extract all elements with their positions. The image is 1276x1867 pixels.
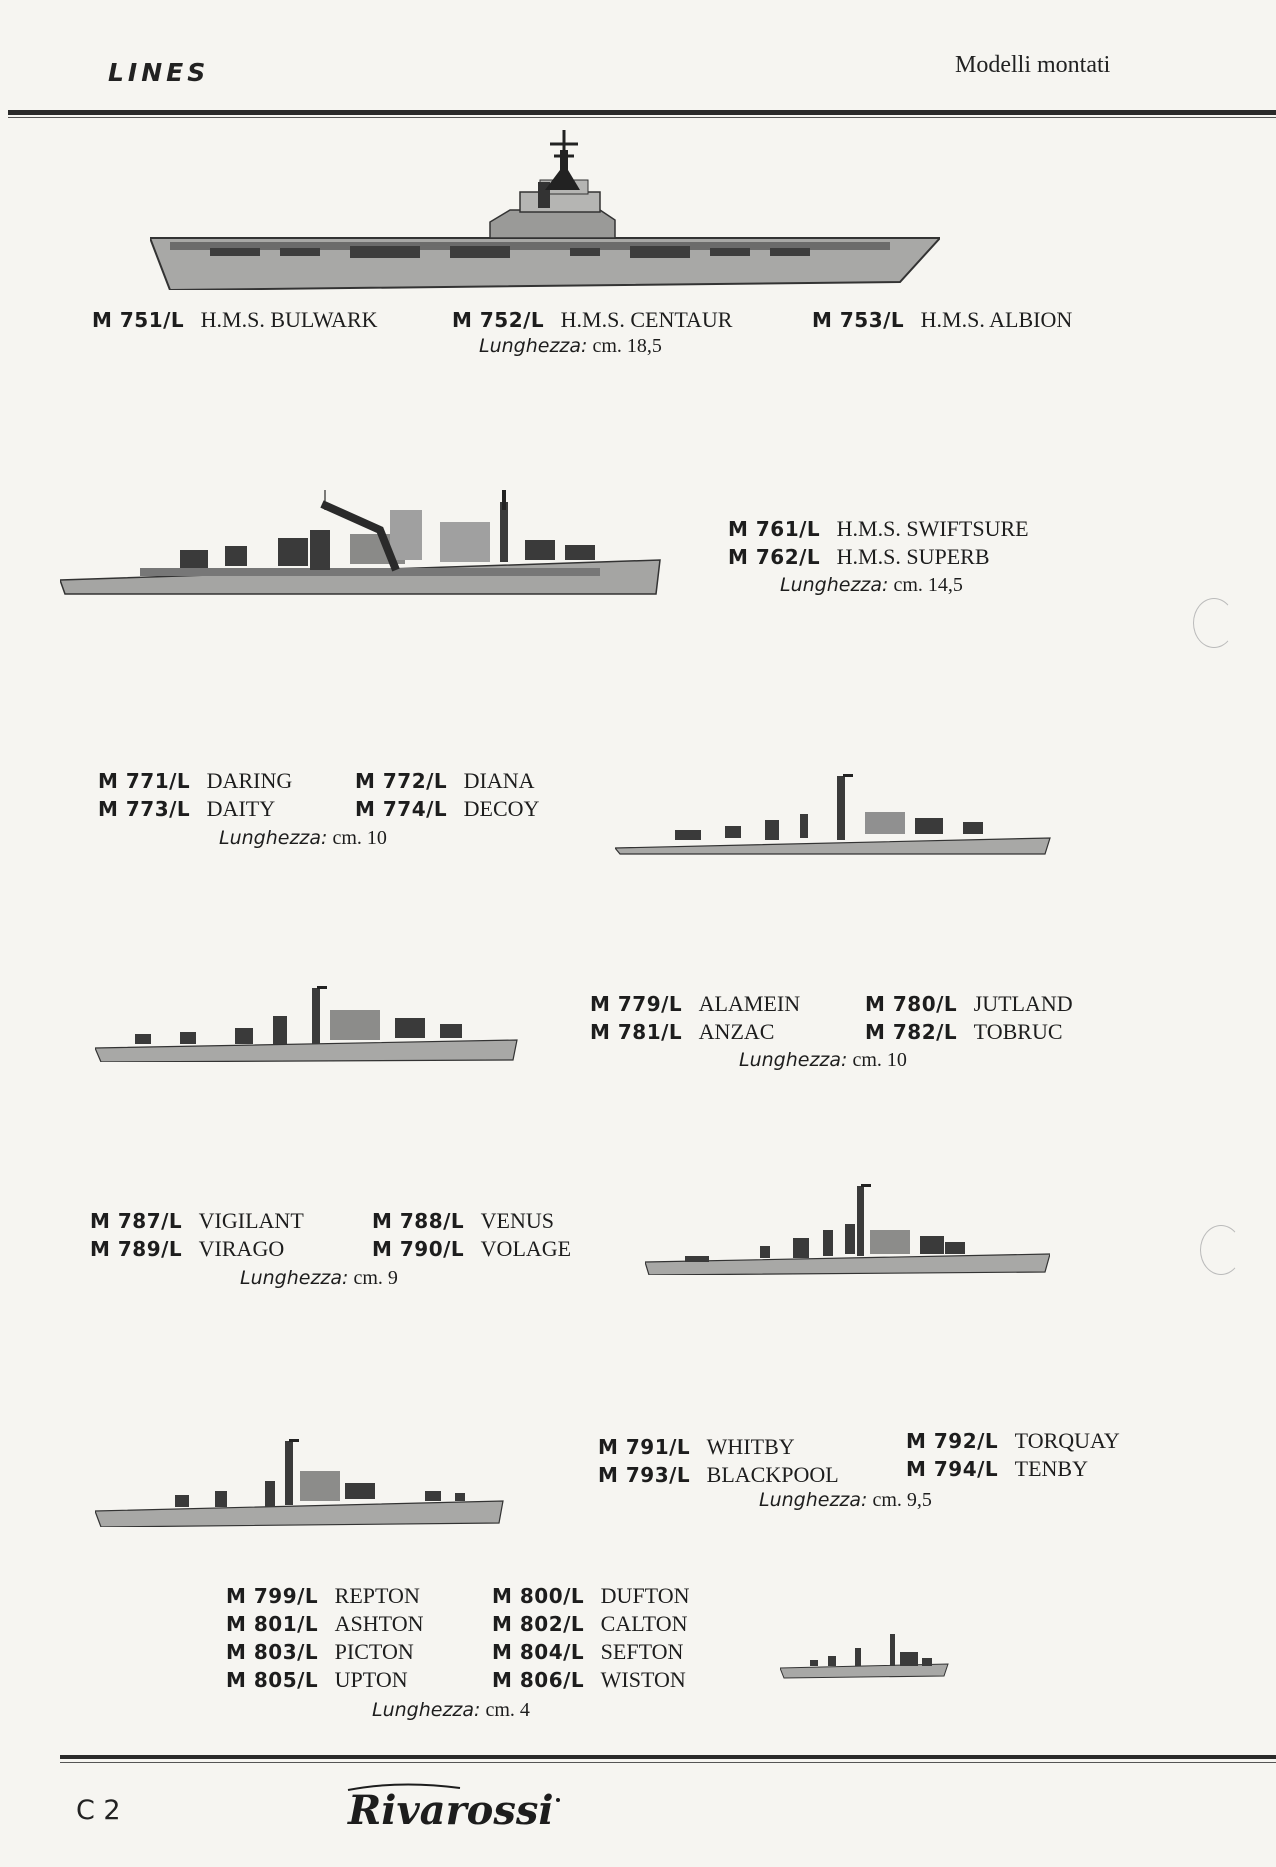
bottom-rule-thin bbox=[60, 1762, 1276, 1763]
destroyer-image bbox=[95, 980, 520, 1062]
ship-label: M 771/L DARING bbox=[98, 768, 293, 793]
ship-label: M 752/L H.M.S. CENTAUR bbox=[452, 307, 733, 332]
ship-label: M 792/L TORQUAY bbox=[906, 1428, 1120, 1453]
length-label: Lunghezza: cm. 10 bbox=[739, 1049, 907, 1071]
length-label: Lunghezza: cm. 4 bbox=[372, 1699, 530, 1721]
ship-label: M 803/L PICTON bbox=[226, 1639, 414, 1664]
ship-label: M 801/L ASHTON bbox=[226, 1611, 424, 1636]
minesweeper-image bbox=[780, 1630, 950, 1680]
ship-label: M 761/L H.M.S. SWIFTSURE bbox=[728, 516, 1029, 541]
brand-title: LINES bbox=[108, 58, 210, 87]
ship-label: M 753/L H.M.S. ALBION bbox=[812, 307, 1073, 332]
page-number: C 2 bbox=[76, 1795, 121, 1826]
ship-label: M 806/L WISTON bbox=[492, 1667, 686, 1692]
svg-text:Rivarossi: Rivarossi bbox=[348, 1787, 554, 1834]
binder-hole bbox=[1193, 598, 1235, 648]
ship-label: M 782/L TOBRUC bbox=[865, 1019, 1063, 1044]
frigate-image bbox=[95, 1435, 505, 1527]
ship-label: M 762/L H.M.S. SUPERB bbox=[728, 544, 990, 569]
top-rule-thin bbox=[8, 117, 1276, 118]
binder-hole bbox=[1200, 1225, 1242, 1275]
ship-label: M 804/L SEFTON bbox=[492, 1639, 684, 1664]
ship-label: M 781/L ANZAC bbox=[590, 1019, 775, 1044]
ship-label: M 788/L VENUS bbox=[372, 1208, 555, 1233]
destroyer-image bbox=[645, 1180, 1050, 1275]
ship-label: M 774/L DECOY bbox=[355, 796, 540, 821]
cruiser-image bbox=[60, 490, 670, 600]
ship-label: M 787/L VIGILANT bbox=[90, 1208, 304, 1233]
length-label: Lunghezza: cm. 9,5 bbox=[759, 1489, 932, 1511]
section-title: Modelli montati bbox=[955, 52, 1111, 78]
ship-label: M 800/L DUFTON bbox=[492, 1583, 690, 1608]
ship-label: M 789/L VIRAGO bbox=[90, 1236, 285, 1261]
ship-label: M 791/L WHITBY bbox=[598, 1434, 795, 1459]
ship-label: M 802/L CALTON bbox=[492, 1611, 688, 1636]
ship-label: M 772/L DIANA bbox=[355, 768, 535, 793]
length-label: Lunghezza: cm. 18,5 bbox=[479, 335, 662, 357]
length-label: Lunghezza: cm. 9 bbox=[240, 1267, 398, 1289]
length-label: Lunghezza: cm. 10 bbox=[219, 827, 387, 849]
ship-label: M 780/L JUTLAND bbox=[865, 991, 1073, 1016]
length-label: Lunghezza: cm. 14,5 bbox=[780, 574, 963, 596]
ship-label: M 751/L H.M.S. BULWARK bbox=[92, 307, 378, 332]
ship-label: M 793/L BLACKPOOL bbox=[598, 1462, 839, 1487]
ship-label: M 799/L REPTON bbox=[226, 1583, 420, 1608]
rivarossi-logo bbox=[340, 1774, 570, 1846]
ship-label: M 805/L UPTON bbox=[226, 1667, 408, 1692]
ship-label: M 794/L TENBY bbox=[906, 1456, 1088, 1481]
aircraft-carrier-image bbox=[150, 130, 940, 290]
ship-label: M 790/L VOLAGE bbox=[372, 1236, 572, 1261]
bottom-rule bbox=[60, 1755, 1276, 1759]
destroyer-image bbox=[615, 770, 1055, 860]
top-rule bbox=[8, 110, 1276, 115]
ship-label: M 773/L DAITY bbox=[98, 796, 276, 821]
ship-label: M 779/L ALAMEIN bbox=[590, 991, 801, 1016]
